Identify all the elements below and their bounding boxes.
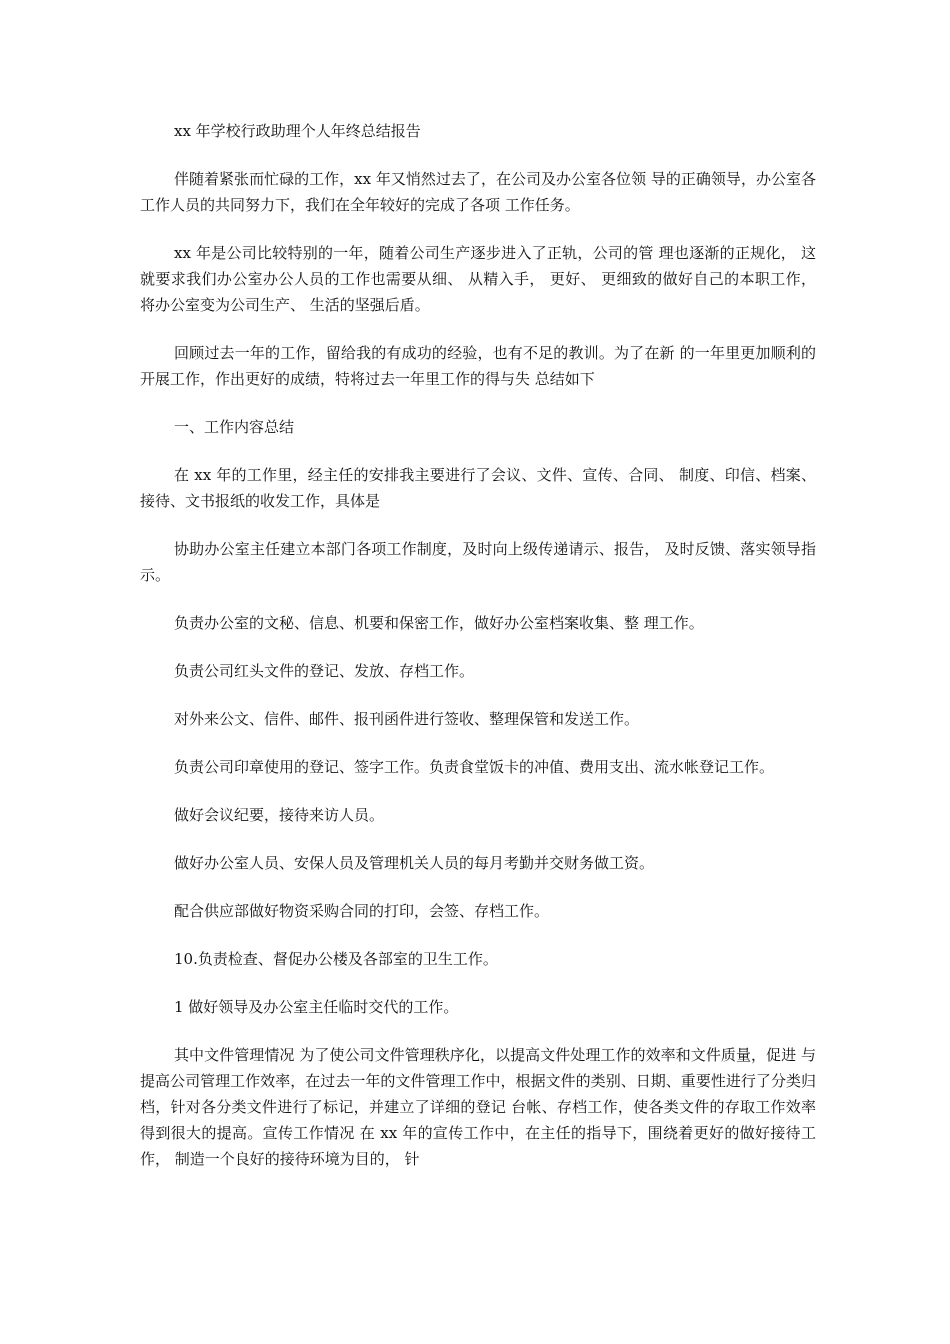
paragraph-duties-overview: 在 xx 年的工作里，经主任的安排我主要进行了会议、文件、宣传、合同、 制度、印信、档案、接待、文书报纸的收发工作，具体是 <box>140 466 816 510</box>
section-heading-work-content: 一、工作内容总结 <box>174 418 295 436</box>
list-item: 负责办公室的文秘、信息、机要和保密工作，做好办公室档案收集、整 理工作。 <box>174 614 704 632</box>
paragraph-intro: 伴随着紧张而忙碌的工作，xx 年又悄然过去了，在公司及办公室各位领 导的正确领导，办公室各工作人员的共同努力下，我们在全年较好的完成了各项 工作任务。 <box>140 170 816 214</box>
list-item: 协助办公室主任建立本部门各项工作制度，及时向上级传递请示、报告， 及时反馈、落实领导指示。 <box>140 540 816 584</box>
document-body <box>140 118 816 1194</box>
list-item: 10.负责检查、督促办公楼及各部室的卫生工作。 <box>174 950 498 968</box>
paragraph-review: 回顾过去一年的工作，留给我的有成功的经验，也有不足的教训。为了在新 的一年里更加顺利的开展工作，作出更好的成绩，特将过去一年里工作的得与失 总结如下 <box>140 344 816 388</box>
document-title: xx 年学校行政助理个人年终总结报告 <box>174 122 421 140</box>
list-item: 做好会议纪要，接待来访人员。 <box>174 806 385 824</box>
paragraph-file-management: 其中文件管理情况 为了使公司文件管理秩序化，以提高文件处理工作的效率和文件质量，促进 与提高公司管理工作效率，在过去一年的文件管理工作中，根据文件的类别、日期、重要性进行了分类归档，针对各分类文件进行了标记，并建立了详细的登记 台帐、存档工作，使各类文件的存取工作效率得到很大的提高。宣传工作情况 在 xx 年的宣传工作中，在主任的指导下，围绕着更好的做好接待工作， 制造一个良好的接待环境为目的， 针 <box>140 1046 816 1168</box>
list-item: 1 做好领导及办公室主任临时交代的工作。 <box>174 998 459 1016</box>
paragraph-background: xx 年是公司比较特别的一年，随着公司生产逐步进入了正轨，公司的管 理也逐渐的正规化， 这就要求我们办公室办公人员的工作也需要从细、 从精入手， 更好、 更细致的做好自己的本职工作， 将办公室变为公司生产、 生活的坚强后盾。 <box>140 244 816 314</box>
list-item: 做好办公室人员、安保人员及管理机关人员的每月考勤并交财务做工资。 <box>174 854 655 872</box>
list-item: 负责公司红头文件的登记、发放、存档工作。 <box>174 662 475 680</box>
list-item: 对外来公文、信件、邮件、报刊函件进行签收、整理保管和发送工作。 <box>174 710 640 728</box>
list-item: 负责公司印章使用的登记、签字工作。负责食堂饭卡的冲值、费用支出、流水帐登记工作。 <box>174 758 775 776</box>
list-item: 配合供应部做好物资采购合同的打印，会签、存档工作。 <box>174 902 550 920</box>
